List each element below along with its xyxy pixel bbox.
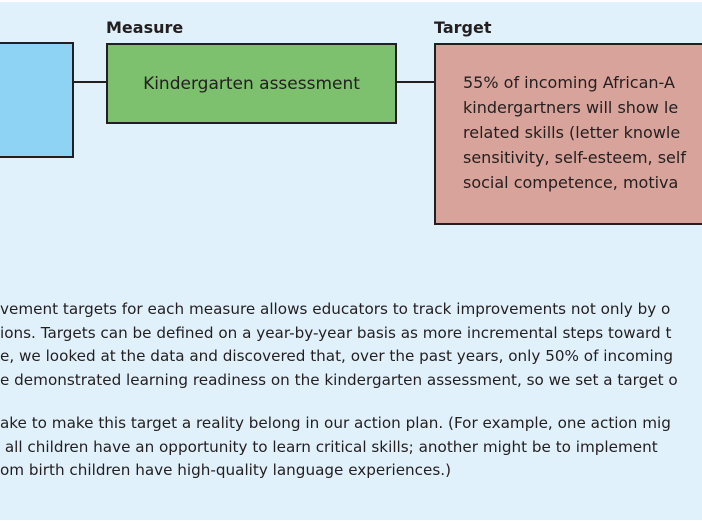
paragraph2-line-3: om birth children have high-quality language experiences.): [0, 461, 452, 479]
paragraph1-line-3: e, we looked at the data and discovered that, over the past years, only 50% of incoming: [0, 347, 674, 365]
target-line-1: 55% of incoming African-A: [463, 73, 675, 92]
paragraph2-line-1: ake to make this target a reality belong in our action plan. (For example, one action mig: [0, 414, 671, 432]
measure-box: [106, 43, 397, 124]
paragraph-targets: [0, 298, 702, 392]
paragraph-action-plan: [0, 412, 702, 483]
paragraph1-line-2: ions. Targets can be defined on a year-by-year basis as more incremental steps toward t: [0, 323, 672, 342]
measure-box-text: Kindergarten assessment: [143, 73, 360, 94]
paragraph2-line-2: all children have an opportunity to learn critical skills; another might be to implement: [0, 437, 658, 456]
paragraph1-line-4: e demonstrated learning readiness on the kindergarten assessment, so we set a target o: [0, 370, 678, 389]
target-line-5: social competence, motiva: [463, 173, 679, 192]
target-box: [434, 43, 702, 225]
target-column-label: Target: [434, 18, 492, 37]
target-line-3: related skills (letter knowle: [463, 123, 681, 142]
target-line-2: kindergartners will show le: [463, 98, 679, 117]
indicator-box: [0, 42, 74, 158]
connector-measure-target: [397, 81, 434, 83]
connector-indicator-measure: [74, 81, 106, 83]
target-line-4: sensitivity, self-esteem, self: [463, 148, 686, 167]
measure-column-label: Measure: [106, 18, 184, 37]
diagram-panel: [0, 2, 702, 520]
paragraph1-line-1: vement targets for each measure allows educators to track improvements not only by o: [0, 300, 671, 318]
